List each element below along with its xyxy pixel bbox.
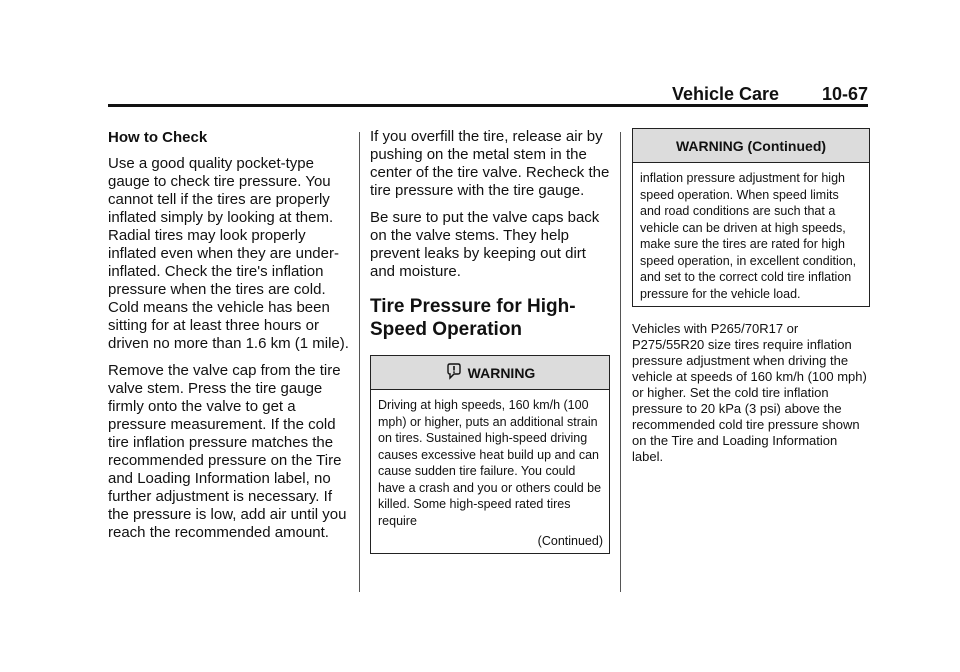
- warning-header: [371, 356, 609, 390]
- header-divider: [108, 104, 868, 107]
- high-speed-section-title: Tire Pressure for High-Speed Operation: [370, 296, 576, 340]
- warning-body: inflation pressure adjustment for high speed operation. When speed limits and road conditions are such that a vehicle can be driven at high speeds, make sure the tires are rated for high speed operation, in excellent condition, and set to the correct cold tire inflation pressure for the vehicle load.: [640, 171, 857, 301]
- caution-icon: [445, 362, 463, 383]
- column-1: [108, 128, 350, 551]
- warning-title: WARNING: [467, 364, 536, 381]
- column-3: [632, 128, 870, 474]
- warning-continued: (Continued): [537, 534, 603, 548]
- column-divider-1: [359, 132, 360, 592]
- section-title-header: Vehicle Care: [672, 84, 780, 104]
- column-2: [370, 128, 610, 568]
- paragraph: Use a good quality pocket-type gauge to check tire pressure. You cannot tell if the tires are properly inflated simply by looking at them. Radial tires may look properly inflated even when they are under-inflated. Check the tire's inflation pressure when the tires are cold. Cold means the vehicle has been sitting for at least three hours or driven no more than 1.6 km (1 mile).: [108, 155, 349, 352]
- paragraph: Be sure to put the valve caps back on the valve stems. They help prevent leaks by keeping out dirt and moisture.: [370, 209, 600, 280]
- column-divider-2: [620, 132, 621, 592]
- paragraph: Vehicles with P265/70R17 or P275/55R20 size tires require inflation pressure adjustment when driving the vehicle at speeds of 160 km/h (100 mph) or higher. Set the cold tire inflation pressure to 20 kPa (3 psi) above the recommended cold tire pressure shown on the Tire and Loading Information label.: [632, 321, 867, 464]
- warning-box-continued: [632, 128, 870, 307]
- page-number: 10-67: [822, 84, 869, 104]
- warning-body: Driving at high speeds, 160 km/h (100 mph) or higher, puts an additional strain on tires. Sustained high-speed driving causes excessive heat build up and can cause sudden tire failure. You could have a crash and you or others could be killed. Some high-speed rated tires require: [378, 398, 602, 528]
- paragraph: Remove the valve cap from the tire valve stem. Press the tire gauge firmly onto the valve to get a pressure measurement. If the cold tire inflation pressure matches the recommended pressure on the Tire and Loading Information label, no further adjustment is necessary. If the pressure is low, add air until you reach the recommended amount.: [108, 362, 347, 541]
- warning-title: WARNING (Continued): [675, 137, 827, 154]
- paragraph: If you overfill the tire, release air by pushing on the metal stem in the center of the tire valve. Recheck the tire pressure with the tire gauge.: [370, 128, 610, 199]
- how-to-check-heading: How to Check: [108, 129, 208, 146]
- warning-box: [370, 355, 610, 554]
- warning-header: [633, 129, 869, 163]
